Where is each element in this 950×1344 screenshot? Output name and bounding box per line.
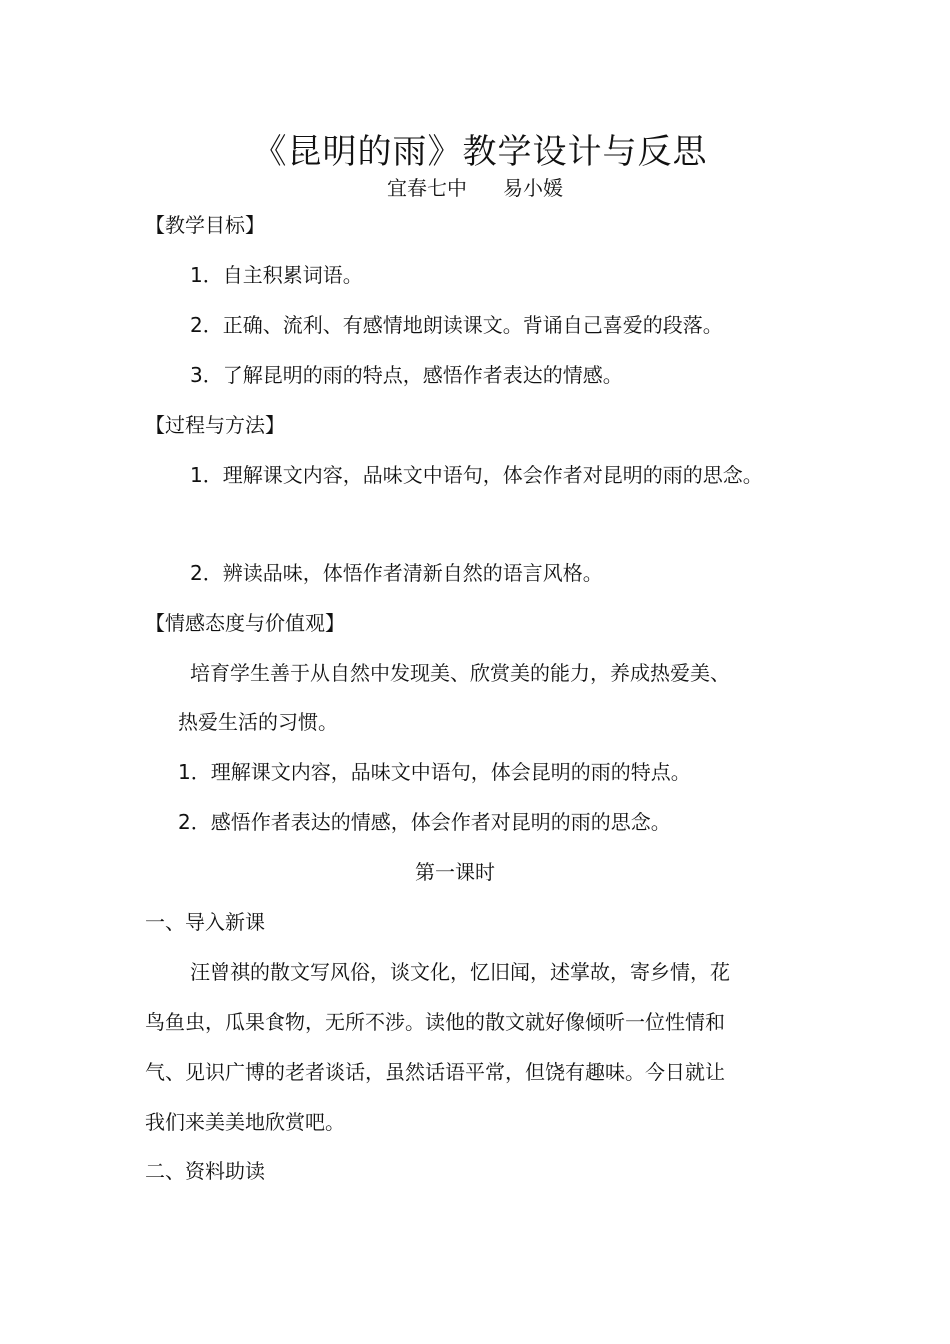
document-byline	[0, 172, 950, 201]
values-heading: 【情感态度与价值观】	[145, 611, 345, 635]
values-paragraph-line: 热爱生活的习惯。	[178, 710, 338, 734]
process-item: 2．辨读品味，体悟作者清新自然的语言风格。	[190, 561, 603, 585]
section-heading: 二、资料助读	[145, 1159, 265, 1183]
key-point-item: 2．感悟作者表达的情感，体会作者对昆明的雨的思念。	[178, 810, 671, 834]
values-paragraph-line: 培育学生善于从自然中发现美、欣赏美的能力，养成热爱美、	[190, 661, 730, 685]
process-item: 1．理解课文内容，品味文中语句，体会作者对昆明的雨的思念。	[190, 463, 763, 487]
objective-item: 2．正确、流利、有感情地朗读课文。背诵自己喜爱的段落。	[190, 313, 723, 337]
lesson-heading: 第一课时	[415, 860, 495, 884]
paragraph-line: 气、见识广博的老者谈话，虽然话语平常，但饶有趣味。今日就让	[145, 1060, 725, 1084]
paragraph-line: 我们来美美地欣赏吧。	[145, 1110, 345, 1134]
paragraph-line: 鸟鱼虫，瓜果食物，无所不涉。读他的散文就好像倾听一位性情和	[145, 1010, 725, 1034]
author-name: 易小媛	[503, 176, 563, 200]
school-name: 宜春七中	[387, 176, 467, 200]
process-heading: 【过程与方法】	[145, 413, 285, 437]
objective-item: 1．自主积累词语。	[190, 263, 363, 287]
objective-item: 3．了解昆明的雨的特点，感悟作者表达的情感。	[190, 363, 623, 387]
key-point-item: 1．理解课文内容，品味文中语句，体会昆明的雨的特点。	[178, 760, 691, 784]
paragraph-line: 汪曾祺的散文写风俗，谈文化，忆旧闻，述掌故，寄乡情，花	[190, 960, 730, 984]
section-heading: 一、导入新课	[145, 910, 265, 934]
objectives-heading: 【教学目标】	[145, 213, 265, 237]
document-title: 《昆明的雨》教学设计与反思	[252, 132, 708, 172]
